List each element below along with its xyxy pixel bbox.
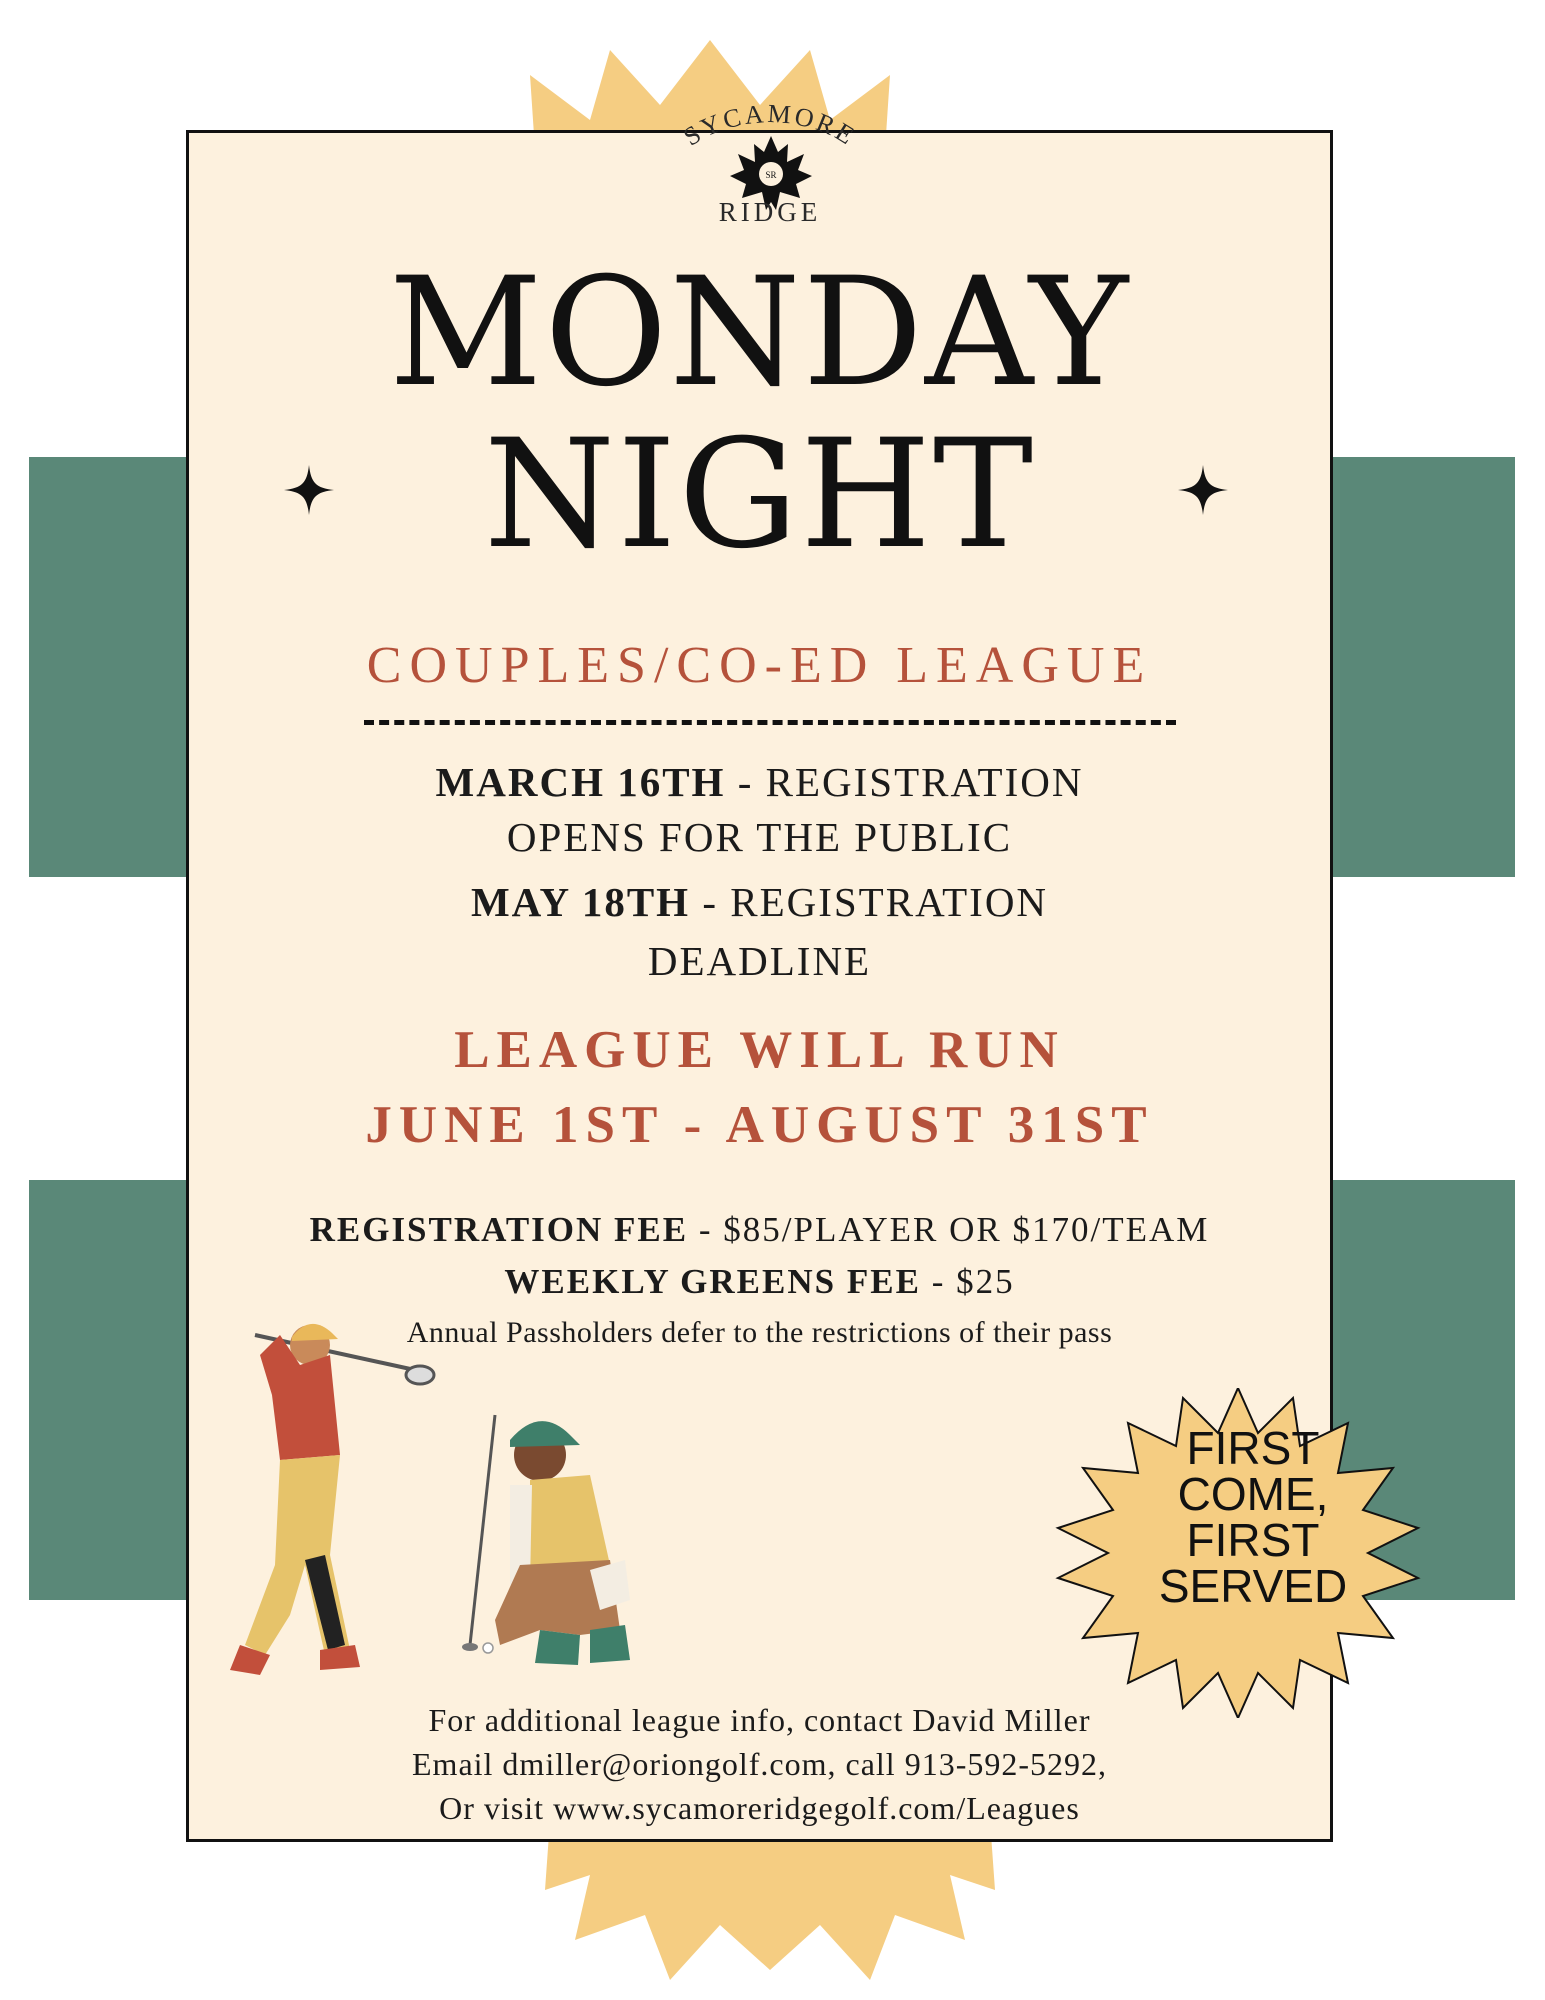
badge-line-1: FIRST <box>1186 1422 1320 1474</box>
badge-line-2: COME, <box>1177 1468 1329 1520</box>
fee-sep: - <box>688 1210 724 1249</box>
passholder-note: Annual Passholders defer to the restrictions of their pass <box>406 1316 1113 1349</box>
contact-line-1: For additional league info, contact David Miller <box>428 1702 1091 1738</box>
logo-top-text: SYCAMORE <box>678 98 862 152</box>
sparkle-icon-left <box>284 465 334 515</box>
date-line-1b: OPENS FOR THE PUBLIC <box>506 814 1013 860</box>
sparkle-icon-right <box>1178 465 1228 515</box>
contact-line-3: Or visit www.sycamoreridgegolf.com/Leagues <box>439 1790 1080 1826</box>
fee-value: $85/PLAYER OR $170/TEAM <box>723 1210 1210 1249</box>
date-sep: - <box>725 759 766 805</box>
contact-line-2: Email dmiller@oriongolf.com, call 913-592-5292, <box>412 1746 1107 1782</box>
female-golfer-illustration <box>440 1395 670 1675</box>
starburst-bottom <box>530 1820 1010 1980</box>
fee-sep: - <box>920 1262 957 1301</box>
logo-monogram: SR <box>765 170 777 180</box>
date-line-1a <box>186 758 1333 806</box>
date-text: REGISTRATION <box>765 759 1084 805</box>
badge-line-3: FIRST <box>1186 1514 1320 1566</box>
date-sep: - <box>690 879 731 925</box>
date-line-2b: DEADLINE <box>647 938 872 984</box>
title-line-2: NIGHT <box>483 408 1036 582</box>
fee-value: $25 <box>956 1262 1015 1301</box>
title-line-1: MONDAY <box>388 246 1131 420</box>
date-label: MAY 18TH <box>470 879 691 925</box>
date-label: MARCH 16TH <box>435 759 726 805</box>
male-golfer-illustration <box>220 1295 460 1675</box>
date-text: REGISTRATION <box>730 879 1049 925</box>
league-run-line-1: LEAGUE WILL RUN <box>454 1021 1065 1079</box>
fee-label: WEEKLY GREENS FEE <box>504 1262 921 1301</box>
dashed-divider <box>364 720 1176 725</box>
badge-line-4: SERVED <box>1158 1560 1348 1612</box>
date-line-2a <box>186 878 1333 926</box>
badge-text <box>1108 1422 1398 1612</box>
league-run-line-2: JUNE 1ST - AUGUST 31ST <box>365 1096 1154 1154</box>
logo-bottom-text: RIDGE <box>718 197 822 227</box>
registration-fee <box>186 1210 1333 1250</box>
fee-label: REGISTRATION FEE <box>309 1210 689 1249</box>
league-subtitle: COUPLES/CO-ED LEAGUE <box>366 637 1153 694</box>
